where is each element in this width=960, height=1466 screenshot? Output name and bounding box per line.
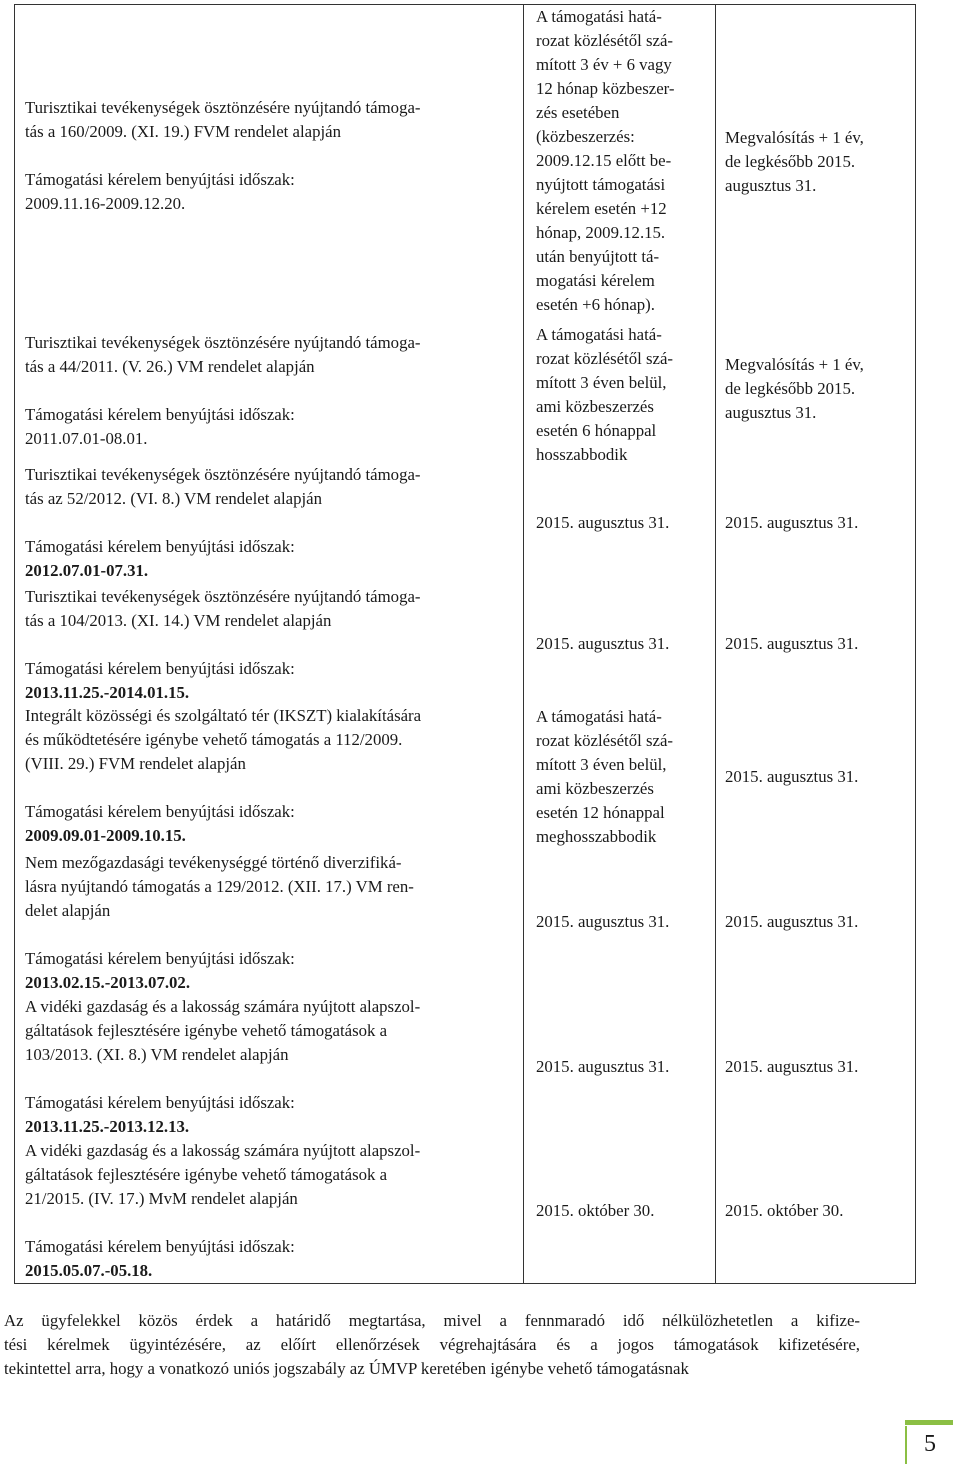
c3-line: de legkésőbb 2015.	[725, 379, 856, 398]
row-4-c3-cell	[725, 632, 911, 656]
c1-line: gáltatások fejlesztésére igénybe vehető támogatások a	[25, 1021, 388, 1040]
c2-line: 2015. augusztus 31.	[536, 1057, 670, 1076]
c1-line: 103/2013. (XI. 8.) VM rendelet alapján	[25, 1045, 289, 1064]
c2-line: hónap, 2009.12.15.	[536, 223, 666, 242]
c3-line: 2015. augusztus 31.	[725, 513, 859, 532]
row-2-c3-cell	[725, 353, 911, 425]
row-5-c1-cell	[25, 704, 523, 848]
c2-line: rozat közlésétől szá-	[536, 31, 673, 50]
footer-line: Az ügyfelekkel közös érdek a határidő megtartása, mivel a fennmaradó idő nélkülözhetetlen a kifize-	[4, 1311, 860, 1330]
line-gap	[25, 1211, 523, 1235]
c1-line: 2013.11.25.-2014.01.15.	[25, 683, 190, 702]
c2-line: rozat közlésétől szá-	[536, 349, 673, 368]
line-gap	[25, 633, 523, 657]
c2-line: 2015. augusztus 31.	[536, 634, 670, 653]
deadline-table	[14, 4, 916, 1284]
c1-line: Turisztikai tevékenységek ösztönzésére nyújtandó támoga-	[25, 333, 421, 352]
c1-line: delet alapján	[25, 901, 111, 920]
c3-line: augusztus 31.	[725, 176, 817, 195]
c1-line: 2012.07.01-07.31.	[25, 561, 149, 580]
c1-line: Támogatási kérelem benyújtási időszak:	[25, 537, 295, 556]
c2-line: 2015. augusztus 31.	[536, 912, 670, 931]
row-6-c2-cell	[536, 910, 710, 934]
column-divider-1	[523, 5, 524, 1283]
c1-line: 2009.11.16-2009.12.20.	[25, 194, 186, 213]
line-gap	[25, 379, 523, 403]
page-number-rule	[905, 1420, 953, 1425]
c1-line: A vidéki gazdaság és a lakosság számára nyújtott alapszol-	[25, 1141, 421, 1160]
c3-line: Megvalósítás + 1 év,	[725, 128, 864, 147]
page-number: 5	[905, 1426, 953, 1464]
c2-line: hosszabbodik	[536, 445, 628, 464]
c1-line: 2009.09.01-2009.10.15.	[25, 826, 186, 845]
c2-line: mogatási kérelem	[536, 271, 655, 290]
c3-line: 2015. október 30.	[725, 1201, 844, 1220]
footer-line: tési kérelmek ügyintézésére, az előírt ellenőrzések végrehajtására és a jogos támogatások kifizetésére,	[4, 1335, 860, 1354]
c2-line: A támogatási hatá-	[536, 325, 662, 344]
c1-line: és működtetésére igénybe vehető támogatás a 112/2009.	[25, 730, 403, 749]
c2-line: mított 3 év + 6 vagy	[536, 55, 672, 74]
c2-line: 2015. augusztus 31.	[536, 513, 670, 532]
c1-line: A vidéki gazdaság és a lakosság számára nyújtott alapszol-	[25, 997, 421, 1016]
c1-line: Támogatási kérelem benyújtási időszak:	[25, 170, 295, 189]
c2-line: (közbeszerzés:	[536, 127, 635, 146]
c2-line: meghosszabbodik	[536, 827, 657, 846]
c2-line: 2009.12.15 előtt be-	[536, 151, 672, 170]
c1-line: Támogatási kérelem benyújtási időszak:	[25, 405, 295, 424]
c1-line: Támogatási kérelem benyújtási időszak:	[25, 1237, 295, 1256]
footer-line: tekintettel arra, hogy a vonatkozó uniós jogszabály az ÚMVP keretében igénybe vehető támogatásnak	[4, 1359, 689, 1378]
row-7-c2-cell	[536, 1055, 710, 1079]
c1-line: 21/2015. (IV. 17.) MvM rendelet alapján	[25, 1189, 298, 1208]
row-3-c3-cell	[725, 511, 911, 535]
row-1-c1-cell	[25, 96, 523, 216]
row-4-c1-cell	[25, 585, 523, 705]
row-6-c1-cell	[25, 851, 523, 995]
c1-line: tás a 104/2013. (XI. 14.) VM rendelet alapján	[25, 611, 332, 630]
c3-line: 2015. augusztus 31.	[725, 912, 859, 931]
c1-line: Integrált közösségi és szolgáltató tér (IKSZT) kialakítására	[25, 706, 422, 725]
c2-line: zés esetében	[536, 103, 620, 122]
row-3-c1-cell	[25, 463, 523, 583]
c3-line: 2015. augusztus 31.	[725, 1057, 859, 1076]
row-4-c2-cell	[536, 632, 710, 656]
c1-line: Turisztikai tevékenységek ösztönzésére nyújtandó támoga-	[25, 98, 421, 117]
c2-line: 12 hónap közbeszer-	[536, 79, 675, 98]
c2-line: nyújtott támogatási	[536, 175, 666, 194]
line-gap	[25, 776, 523, 800]
c2-line: A támogatási hatá-	[536, 7, 662, 26]
c2-line: ami közbeszerzés	[536, 779, 654, 798]
c1-line: Turisztikai tevékenységek ösztönzésére nyújtandó támoga-	[25, 587, 421, 606]
line-gap	[25, 144, 523, 168]
c2-line: mított 3 éven belül,	[536, 755, 667, 774]
c1-line: 2011.07.01-08.01.	[25, 429, 148, 448]
c1-line: gáltatások fejlesztésére igénybe vehető támogatások a	[25, 1165, 388, 1184]
row-7-c1-cell	[25, 995, 523, 1139]
row-5-c2-cell	[536, 705, 710, 849]
c1-line: Turisztikai tevékenységek ösztönzésére nyújtandó támoga-	[25, 465, 421, 484]
c2-line: A támogatási hatá-	[536, 707, 662, 726]
c2-line: esetén +6 hónap).	[536, 295, 655, 314]
row-1-c2-cell	[536, 5, 710, 317]
row-6-c3-cell	[725, 910, 911, 934]
row-2-c2-cell	[536, 323, 710, 467]
line-gap	[25, 1067, 523, 1091]
row-1-c3-cell	[725, 126, 911, 198]
c2-line: után benyújtott tá-	[536, 247, 660, 266]
row-8-c2-cell	[536, 1199, 710, 1223]
column-divider-2	[715, 5, 716, 1283]
c3-line: 2015. augusztus 31.	[725, 634, 859, 653]
c3-line: augusztus 31.	[725, 403, 817, 422]
c1-line: (VIII. 29.) FVM rendelet alapján	[25, 754, 246, 773]
c3-line: de legkésőbb 2015.	[725, 152, 856, 171]
c1-line: tás az 52/2012. (VI. 8.) VM rendelet alapján	[25, 489, 322, 508]
c1-line: Támogatási kérelem benyújtási időszak:	[25, 949, 295, 968]
c2-line: esetén 12 hónappal	[536, 803, 665, 822]
c3-line: 2015. augusztus 31.	[725, 767, 859, 786]
row-8-c3-cell	[725, 1199, 911, 1223]
c1-line: 2013.11.25.-2013.12.13.	[25, 1117, 190, 1136]
c1-line: Támogatási kérelem benyújtási időszak:	[25, 802, 295, 821]
c3-line: Megvalósítás + 1 év,	[725, 355, 864, 374]
c1-line: lásra nyújtandó támogatás a 129/2012. (XII. 17.) VM ren-	[25, 877, 414, 896]
c2-line: mított 3 éven belül,	[536, 373, 667, 392]
row-3-c2-cell	[536, 511, 710, 535]
line-gap	[25, 511, 523, 535]
c1-line: tás a 160/2009. (XI. 19.) FVM rendelet alapján	[25, 122, 341, 141]
c2-line: kérelem esetén +12	[536, 199, 667, 218]
c1-line: Támogatási kérelem benyújtási időszak:	[25, 659, 295, 678]
c2-line: esetén 6 hónappal	[536, 421, 657, 440]
row-5-c3-cell	[725, 765, 911, 789]
c1-line: 2015.05.07.-05.18.	[25, 1261, 153, 1280]
c1-line: 2013.02.15.-2013.07.02.	[25, 973, 191, 992]
c1-line: Nem mezőgazdasági tevékenységgé történő diverzifiká-	[25, 853, 402, 872]
row-2-c1-cell	[25, 331, 523, 451]
c1-line: tás a 44/2011. (V. 26.) VM rendelet alapján	[25, 357, 315, 376]
c2-line: ami közbeszerzés	[536, 397, 654, 416]
c2-line: rozat közlésétől szá-	[536, 731, 673, 750]
row-7-c3-cell	[725, 1055, 911, 1079]
footer-paragraph	[4, 1309, 860, 1381]
line-gap	[25, 923, 523, 947]
c2-line: 2015. október 30.	[536, 1201, 655, 1220]
row-8-c1-cell	[25, 1139, 523, 1283]
c1-line: Támogatási kérelem benyújtási időszak:	[25, 1093, 295, 1112]
